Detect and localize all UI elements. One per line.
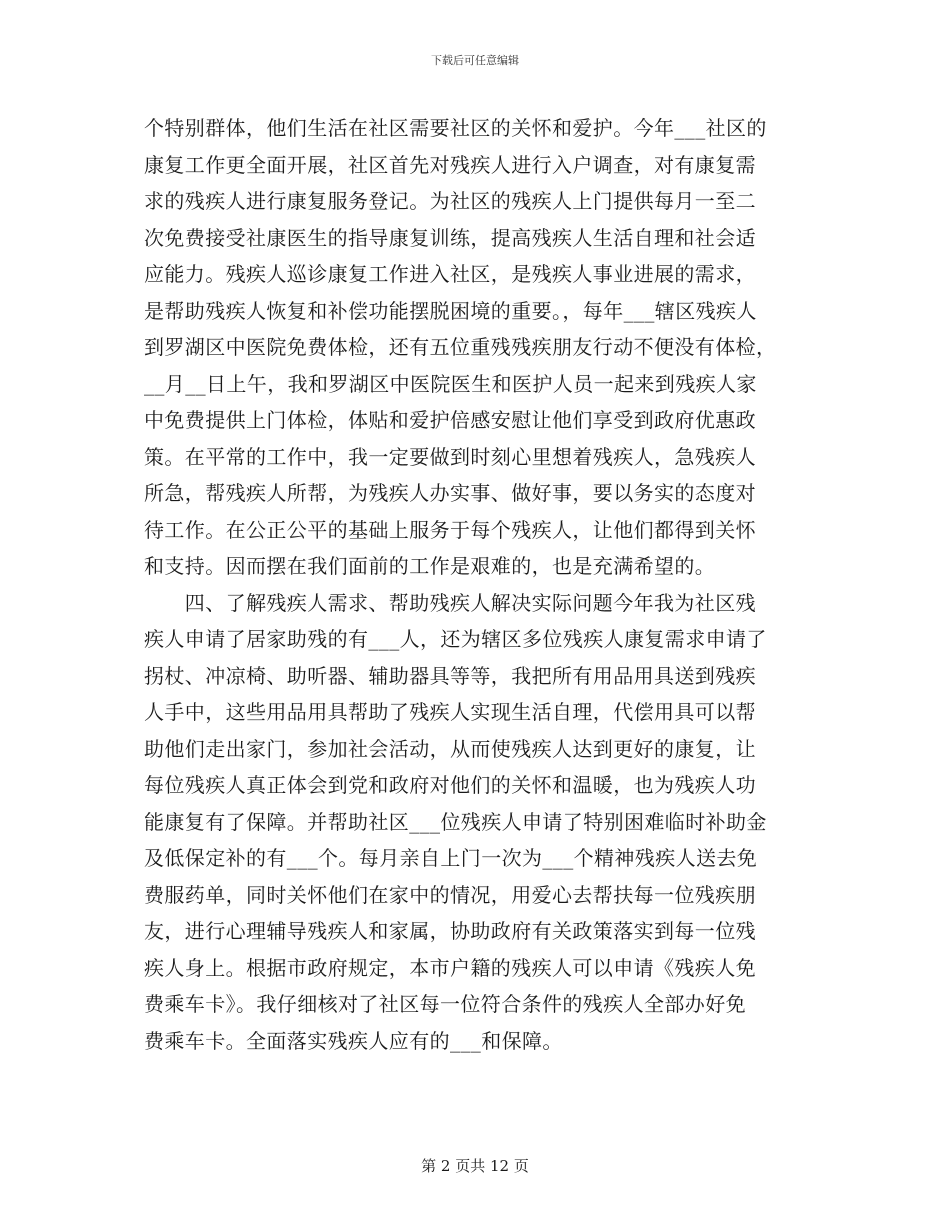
- page-number: 第 2 页共 12 页: [421, 1157, 529, 1175]
- text-line: 拐杖、冲凉椅、助听器、辅助器具等等，我把所有用品用具送到残疾: [144, 663, 756, 688]
- text-line: 次免费接受社康医生的指导康复训练，提高残疾人生活自理和社会适: [144, 225, 756, 250]
- text-line: 疾人申请了居家助残的有___人，还为辖区多位残疾人康复需求申请了: [144, 627, 767, 651]
- text-line: 到罗湖区中医院免费体检，还有五位重残残疾朋友行动不便没有体检，: [144, 335, 777, 359]
- text-line: 康复工作更全面开展，社区首先对残疾人进行入户调查，对有康复需: [144, 152, 756, 177]
- text-line: 和支持。因而摆在我们面前的工作是艰难的，也是充满希望的。: [144, 554, 716, 578]
- page-header: 下载后可任意编辑: [431, 54, 519, 67]
- text-line: 策。在平常的工作中，我一定要做到时刻心里想着残疾人，急残疾人: [144, 444, 756, 469]
- text-line: 助他们走出家门，参加社会活动，从而使残疾人达到更好的康复，让: [144, 736, 756, 761]
- text-line: 是帮助残疾人恢复和补偿功能摆脱困境的重要。，每年___辖区残疾人: [144, 298, 757, 323]
- text-line: 所急，帮残疾人所帮，为残疾人办实事、做好事，要以务实的态度对: [144, 481, 756, 505]
- text-line: 能康复有了保障。并帮助社区___位残疾人申请了特别困难临时补助金: [144, 809, 767, 834]
- text-line: 费服药单，同时关怀他们在家中的情况，用爱心去帮扶每一位残疾朋: [144, 882, 756, 907]
- text-line: 个特别群体，他们生活在社区需要社区的关怀和爱护。今年___社区的: [144, 116, 767, 140]
- text-line: 费乘车卡》。我仔细核对了社区每一位符合条件的残疾人全部办好免: [144, 992, 746, 1016]
- text-line: 中免费提供上门体检，体贴和爱护倍感安慰让他们享受到政府优惠政: [144, 408, 756, 432]
- text-line: 应能力。残疾人巡诊康复工作进入社区，是残疾人事业进展的需求，: [144, 262, 756, 286]
- document-body: [144, 110, 824, 1059]
- paragraph-start-line: 四、了解残疾人需求、帮助残疾人解决实际问题今年我为社区残: [144, 590, 756, 615]
- text-line: 每位残疾人真正体会到党和政府对他们的关怀和温暖，也为残疾人功: [144, 773, 756, 797]
- text-line: 及低保定补的有___个。每月亲自上门一次为___个精神残疾人送去免: [144, 846, 758, 870]
- text-line: 疾人身上。根据市政府规定，本市户籍的残疾人可以申请《残疾人免: [144, 955, 756, 980]
- text-line: 待工作。在公正公平的基础上服务于每个残疾人，让他们都得到关怀: [144, 517, 756, 542]
- text-line: __月__日上午，我和罗湖区中医院医生和医护人员一起来到残疾人家: [144, 371, 757, 396]
- text-line: 人手中，这些用品用具帮助了残疾人实现生活自理，代偿用具可以帮: [144, 700, 756, 724]
- text-line: 求的残疾人进行康复服务登记。为社区的残疾人上门提供每月一至二: [144, 189, 756, 213]
- text-line: 友，进行心理辅导残疾人和家属，协助政府有关政策落实到每一位残: [144, 919, 756, 943]
- text-line: 费乘车卡。全面落实残疾人应有的___和保障。: [144, 1028, 563, 1053]
